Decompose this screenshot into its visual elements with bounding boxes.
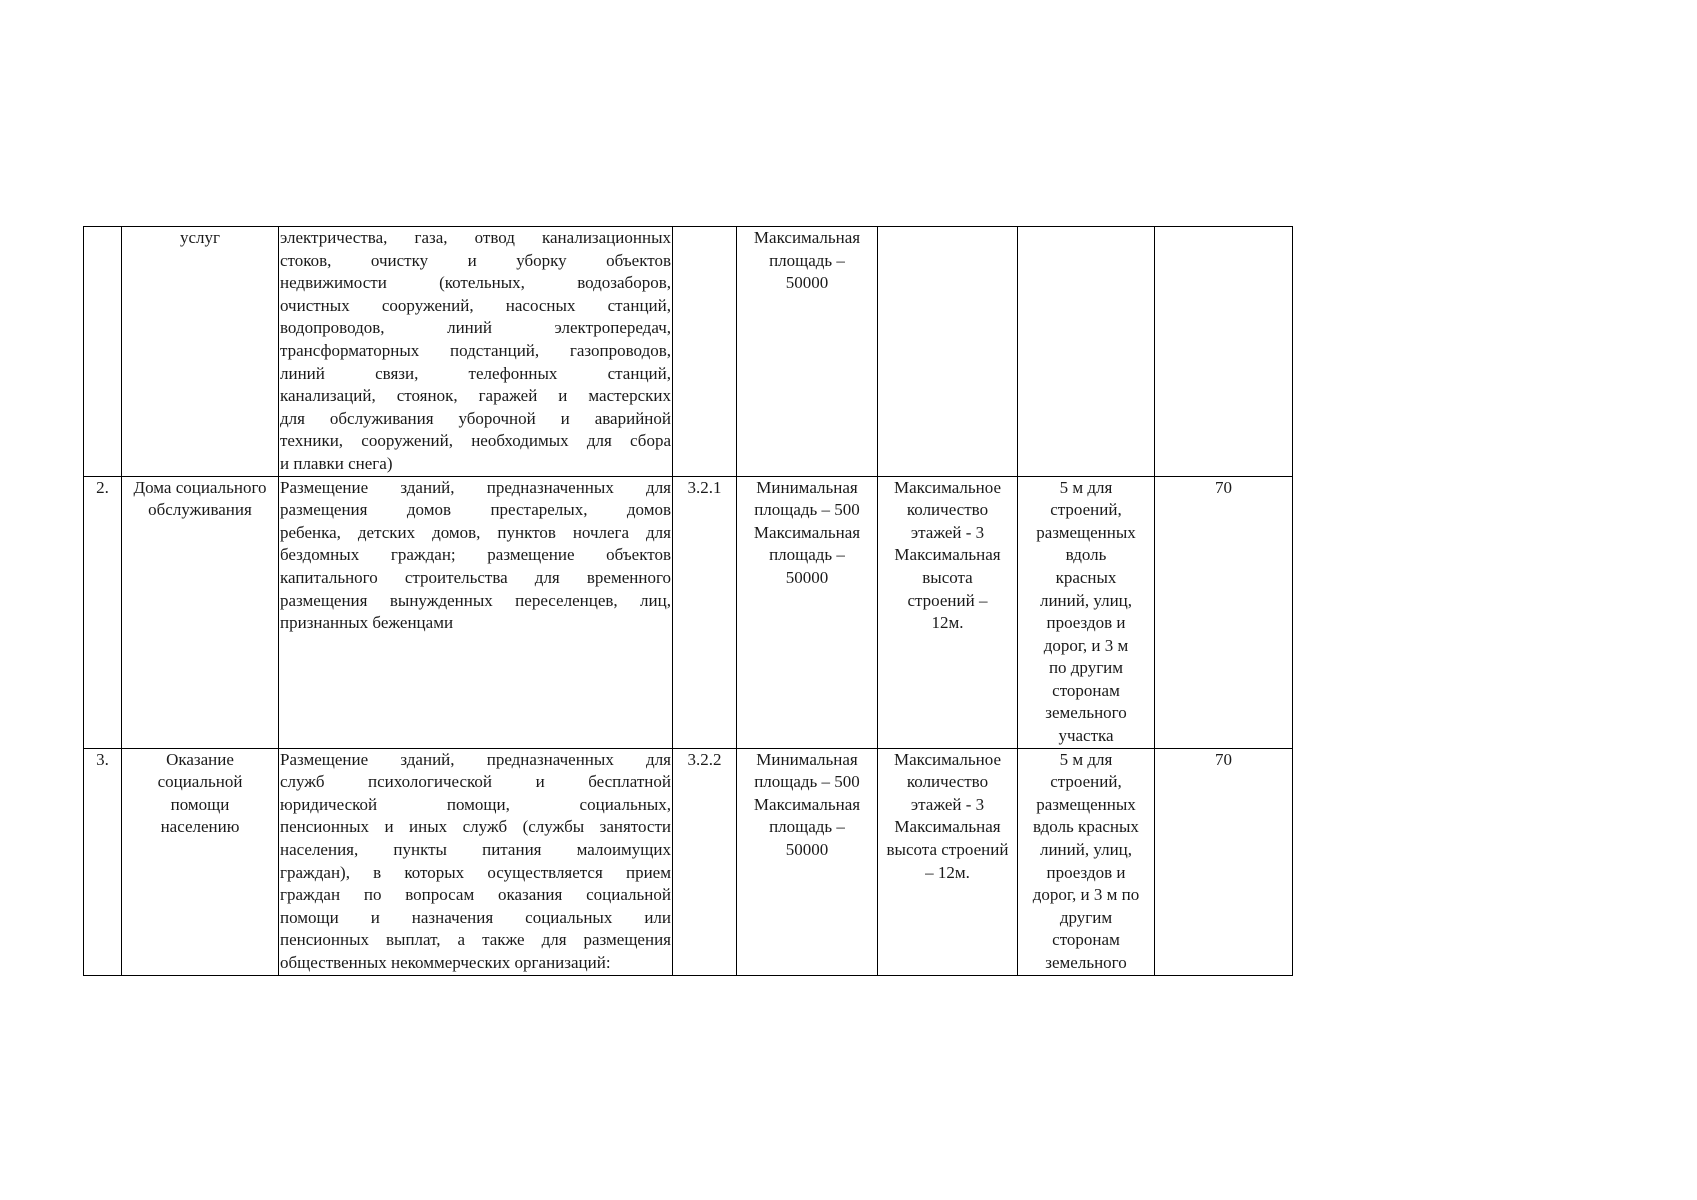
description-line: очистных сооружений, насосных станций,	[280, 295, 671, 315]
cell-line: строений –	[907, 590, 988, 610]
description-line: граждан по вопросам оказания социальной	[280, 885, 671, 905]
cell-line: высота	[922, 567, 973, 587]
building-coverage-percent: 70	[1155, 476, 1293, 748]
cell-line: этажей - 3	[910, 522, 985, 542]
setback-limits	[1018, 476, 1155, 748]
use-description	[279, 476, 673, 748]
cell-line: количество	[906, 500, 989, 520]
cell-line: проездов и	[1046, 613, 1126, 633]
row-number: 2.	[84, 476, 122, 748]
description-line: юридической помощи, социальных,	[280, 794, 671, 814]
cell-line: 12м.	[931, 613, 964, 633]
cell-line: Оказание	[166, 749, 234, 769]
cell-line: другим	[1059, 907, 1113, 927]
cell-line: линий, улиц,	[1039, 590, 1133, 610]
cell-line: размещенных	[1036, 522, 1136, 542]
cell-line: Максимальная	[894, 817, 1001, 837]
description-line: помощи и назначения социальных или	[280, 907, 671, 927]
description-line: размещения вынужденных переселенцев, лиц,	[280, 590, 671, 610]
description-line: капитального строительства для временного	[280, 567, 671, 587]
setback-limits	[1018, 227, 1155, 477]
cell-line: площадь –	[769, 250, 845, 270]
cell-line: Минимальная	[756, 477, 858, 497]
zoning-table	[83, 226, 1293, 976]
table-row	[84, 476, 1293, 748]
row-number	[84, 227, 122, 477]
cell-line: площадь –	[769, 545, 845, 565]
description-line: и плавки снега)	[280, 453, 393, 473]
cell-line: Дома социального	[133, 477, 267, 497]
cell-line: социальной	[157, 772, 243, 792]
cell-line: Максимальная	[753, 522, 861, 542]
cell-line: Максимальная	[753, 228, 861, 247]
cell-line: вдоль	[1065, 545, 1107, 565]
table-body	[84, 227, 1293, 976]
row-number: 3.	[84, 748, 122, 975]
cell-line: строений,	[1050, 772, 1122, 792]
description-line: электричества, газа, отвод канализационных	[280, 228, 671, 247]
cell-line: услуг	[179, 228, 220, 247]
cell-line: сторонам	[1052, 680, 1120, 700]
description-line: служб психологической и бесплатной	[280, 772, 671, 792]
cell-line: проездов и	[1046, 862, 1126, 882]
cell-line: площадь – 500	[754, 772, 860, 792]
description-line: Размещение зданий, предназначенных для	[280, 749, 671, 769]
cell-line: 5 м для	[1059, 749, 1113, 769]
cell-line: вдоль красных	[1033, 817, 1139, 837]
cell-line: земельного	[1045, 953, 1127, 972]
use-type-name	[122, 227, 279, 477]
cell-line: Максимальная	[753, 794, 861, 814]
cell-line: помощи	[170, 794, 230, 814]
description-line: канализаций, стоянок, гаражей и мастерских	[280, 386, 671, 406]
cell-line: дорог, и 3 м	[1043, 635, 1129, 655]
plot-area-limits	[737, 748, 878, 975]
description-line: признанных беженцами	[280, 613, 454, 633]
cell-line: количество	[906, 772, 989, 792]
cell-line: населению	[160, 817, 240, 837]
building-coverage-percent: 70	[1155, 748, 1293, 975]
description-line: линий связи, телефонных станций,	[280, 363, 671, 383]
cell-line: площадь – 500	[754, 500, 860, 520]
plot-area-limits	[737, 476, 878, 748]
description-line: ребенка, детских домов, пунктов ночлега для	[280, 522, 671, 542]
use-type-name	[122, 476, 279, 748]
cell-line: 50000	[785, 273, 829, 293]
table-row	[84, 227, 1293, 477]
description-line: граждан), в которых осуществляется прием	[280, 862, 671, 882]
cell-line: красных	[1055, 567, 1117, 587]
cell-line: обслуживания	[148, 500, 252, 520]
description-line: общественных некоммерческих организаций:	[280, 953, 611, 972]
use-code: 3.2.2	[673, 748, 737, 975]
description-line: трансформаторных подстанций, газопроводов,	[280, 340, 671, 360]
cell-line: 5 м для	[1059, 477, 1113, 497]
setback-limits	[1018, 748, 1155, 975]
description-line: водопроводов, линий электропередач,	[280, 318, 671, 338]
cell-line: участка	[1058, 726, 1114, 746]
description-line: техники, сооружений, необходимых для сбора	[280, 431, 671, 451]
cell-line: строений,	[1050, 500, 1122, 520]
table-row	[84, 748, 1293, 975]
cell-line: по другим	[1048, 658, 1124, 678]
cell-line: сторонам	[1052, 930, 1120, 950]
use-code: 3.2.1	[673, 476, 737, 748]
cell-line: Минимальная	[756, 749, 858, 769]
description-line: недвижимости (котельных, водозаборов,	[280, 273, 671, 293]
floors-height-limits	[878, 748, 1018, 975]
use-description	[279, 227, 673, 477]
cell-line: линий, улиц,	[1039, 840, 1133, 860]
cell-line: дорог, и 3 м по	[1032, 885, 1140, 905]
plot-area-limits	[737, 227, 878, 477]
use-type-name	[122, 748, 279, 975]
cell-line: 50000	[785, 840, 829, 860]
cell-line: Максимальное	[893, 749, 1002, 769]
description-line: Размещение зданий, предназначенных для	[280, 477, 671, 497]
cell-line: площадь –	[769, 817, 845, 837]
description-line: бездомных граждан; размещение объектов	[280, 545, 671, 565]
description-line: пенсионных выплат, а также для размещения	[280, 930, 671, 950]
use-code	[673, 227, 737, 477]
cell-line: этажей - 3	[910, 794, 985, 814]
cell-line: 50000	[785, 567, 829, 587]
cell-line: земельного	[1045, 703, 1127, 723]
cell-line: размещенных	[1036, 794, 1136, 814]
cell-line: Максимальное	[893, 477, 1002, 497]
cell-line: Максимальная	[894, 545, 1001, 565]
description-line: пенсионных и иных служб (службы занятости	[280, 817, 671, 837]
cell-line: высота строений	[886, 840, 1009, 860]
cell-line: – 12м.	[925, 862, 970, 882]
description-line: стоков, очистку и уборку объектов	[280, 250, 671, 270]
use-description	[279, 748, 673, 975]
description-line: для обслуживания уборочной и аварийной	[280, 408, 671, 428]
description-line: размещения домов престарелых, домов	[280, 500, 671, 520]
building-coverage-percent	[1155, 227, 1293, 477]
floors-height-limits	[878, 476, 1018, 748]
description-line: населения, пункты питания малоимущих	[280, 840, 671, 860]
floors-height-limits	[878, 227, 1018, 477]
